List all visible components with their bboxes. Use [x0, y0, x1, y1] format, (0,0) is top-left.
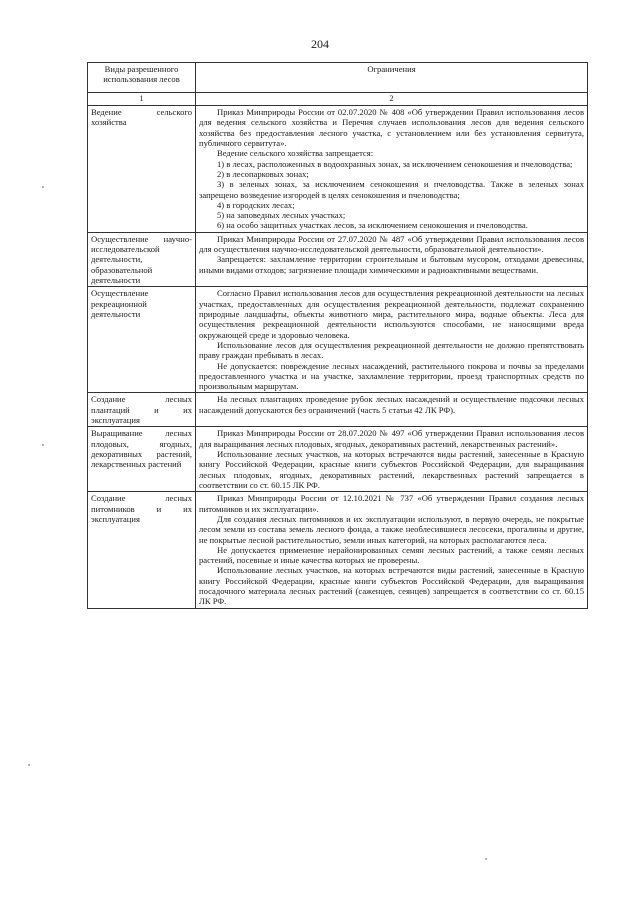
column-number-2: 2: [196, 93, 588, 106]
restriction-paragraph: Использование лесных участков, на которых встречаются виды растений, занесенные в Красную книгу Российской Федерации, красные книги субъектов Российской Федерации, для выращивания посадочного материала лесных растений (саженцев, сеянцев) запрещается в соответствии со ст. 60.15 ЛК РФ.: [199, 565, 584, 607]
column-number-1: 1: [88, 93, 196, 106]
table-row: [88, 232, 588, 287]
restriction-paragraph: Для создания лесных питомников и их эксплуатации используют, в первую очередь, не покрытые лесом земли из состава земель лесного фонда, а также необлесившиеся лесосеки, прогалины и другие, не покрытые лесной растительностью, земли иных категорий, на которых располагаются леса.: [199, 513, 584, 545]
restriction-paragraph: Приказ Минприроды России от 27.07.2020 № 487 «Об утверждении Правил использования лесов для осуществления научно-исследовательской деятельности, образовательной деятельности».: [199, 233, 584, 255]
table-row: [88, 287, 588, 393]
restriction-paragraph: Использование лесов для осуществления рекреационной деятельности не должно препятствовать праву граждан пребывать в лесах.: [199, 339, 584, 361]
restriction-paragraph: Приказ Минприроды России от 12.10.2021 № 737 «Об утверждении Правил создания лесных питомников и их эксплуатации».: [199, 493, 584, 514]
restrictions-table: [87, 62, 588, 609]
restriction-paragraph: Запрещается: захламление территории строительным и бытовым мусором, отходами древесины, иными видами отходов; загрязнение площади химическими и радиоактивными веществами.: [199, 254, 584, 275]
restriction-paragraph: 3) в зеленых зонах, за исключением сенокошения и пчеловодства. Также в зеленых зонах запрещено возведение изгородей в целях сенокошения и пчеловодства;: [199, 179, 584, 200]
table-column-numbers-row: [88, 93, 588, 106]
restrictions-cell: [196, 287, 588, 393]
scan-speck: [42, 186, 44, 188]
restrictions-cell: [196, 427, 588, 492]
restriction-paragraph: Приказ Минприроды России от 28.07.2020 № 497 «Об утверждении Правил использования лесов для выращивания лесных плодовых, ягодных, декоративных растений, лекарственных растений».: [199, 428, 584, 449]
header-cell-restrictions: Ограничения: [196, 63, 588, 93]
scan-speck: [485, 858, 487, 860]
restriction-paragraph: Не допускается применение нерайонированных семян лесных растений, а также семян лесных растений, посевные и иные качества которых не проверены.: [199, 544, 584, 566]
scan-speck: [42, 444, 44, 446]
table-header-row: [88, 63, 588, 93]
page-number: 204: [311, 37, 329, 51]
restriction-paragraph: 4) в городских лесах;: [217, 199, 295, 210]
restriction-paragraph: Использование лесных участков, на которых встречаются виды растений, занесенные в Красную книгу Российской Федерации, красные книги субъектов Российской Федерации, для выращивания лесных плодовых, ягодных, декоративных растений, лекарственных растений запрещается в соответствии со ст. 60.15 ЛК РФ.: [199, 449, 584, 490]
restriction-paragraph: 5) на заповедных лесных участках;: [217, 210, 346, 221]
forest-use-type-cell: Создание лесных плантаций и их эксплуатация: [88, 393, 196, 427]
restriction-paragraph: 6) на особо защитных участках лесов, за исключением сенокошения и пчеловодства.: [217, 220, 528, 231]
restriction-paragraph: Приказ Минприроды России от 02.07.2020 № 408 «Об утверждении Правил использования лесов для ведения сельского хозяйства и Перечня случаев использования лесов для ведения сельского хозяйства без предоставления лесного участка, с установлением или без установления сервитута, публичного сервитута».: [199, 107, 584, 148]
restriction-paragraph: Не допускается: повреждение лесных насаждений, растительного покрова и почвы за пределами предоставленного участка и на участке, захламление территории, проезд транспортных средств по произвольным маршрутам.: [199, 360, 584, 392]
restriction-paragraph: Согласно Правил использования лесов для осуществления рекреационной деятельности на лесных участках, предоставленных для осуществления рекреационной деятельности, подлежат сохранению природные ландшафты, объекты животного мира, растительного мира, водные объекты. Леса для осуществления рекреационной деятельности используются способами, не наносящими вреда окружающей среде и здоровью человека.: [199, 288, 584, 340]
restrictions-cell: [196, 492, 588, 608]
header-cell-forest-use-types: Виды разрешенного использования лесов: [88, 63, 196, 93]
restrictions-cell: [196, 106, 588, 233]
forest-use-type-cell: Осуществление научно-исследовательской деятельности, образовательной деятельности: [88, 232, 196, 287]
forest-use-type-cell: Выращивание лесных плодовых, ягодных, декоративных растений, лекарственных растений: [88, 427, 196, 492]
restrictions-cell: [196, 393, 588, 427]
table-row: [88, 106, 588, 233]
restrictions-cell: [196, 232, 588, 287]
restriction-paragraph: 2) в лесопарковых зонах;: [217, 168, 309, 179]
table-row: [88, 393, 588, 427]
forest-use-type-cell: Ведение сельского хозяйства: [88, 106, 196, 233]
table-row: [88, 492, 588, 608]
scan-speck: [28, 764, 30, 766]
forest-use-type-cell: Создание лесных питомников и их эксплуатация: [88, 492, 196, 608]
restriction-paragraph: Ведение сельского хозяйства запрещается:: [217, 148, 374, 159]
restriction-paragraph: 1) в лесах, расположенных в водоохранных зонах, за исключением сенокошения и пчеловодства;: [217, 158, 573, 169]
table-row: [88, 427, 588, 492]
forest-use-type-cell: Осуществление рекреационной деятельности: [88, 287, 196, 393]
restriction-paragraph: На лесных плантациях проведение рубок лесных насаждений и осуществление подсочки лесных насаждений допускаются без ограничений (часть 5 статьи 42 ЛК РФ).: [199, 394, 584, 415]
